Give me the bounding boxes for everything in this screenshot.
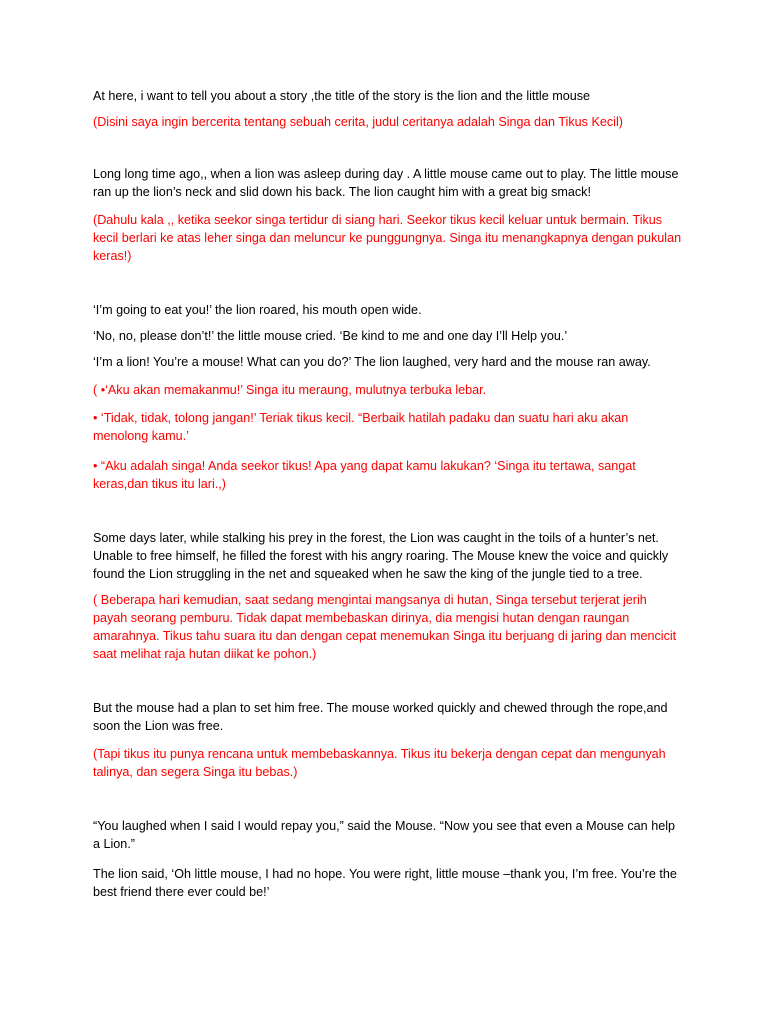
story-translation-2: ( Beberapa hari kemudian, saat sedang mengintai mangsanya di hutan, Singa tersebut terjerat jerih payah seorang pemburu. Tidak dapat membebaskan dirinya, dia mengisi hutan dengan raungan amarahnya. Tikus tahu suara itu dan dengan cepat menemukan Singa itu berjuang di jaring dan mencicit saat melihat raja hutan diikat ke pohon.) bbox=[93, 593, 677, 661]
dialog-translation-3: • “Aku adalah singa! Anda seekor tikus! Apa yang dapat kamu lakukan? ‘Singa itu tertawa, sangat keras,dan tikus itu lari.,) bbox=[93, 459, 636, 491]
dialog-translation-2: • ‘Tidak, tidak, tolong jangan!’ Teriak tikus kecil. “Berbaik hatilah padaku dan suatu hari aku akan menolong kamu.’ bbox=[93, 411, 629, 443]
story-paragraph-4: “You laughed when I said I would repay you,” said the Mouse. “Now you see that even a Mouse can help a Lion.” bbox=[93, 819, 675, 851]
story-translation-3: (Tapi tikus itu punya rencana untuk membebaskannya. Tikus itu bekerja dengan cepat dan mengunyah talinya, dan segera Singa itu bebas.) bbox=[93, 747, 666, 779]
story-paragraph-2: Some days later, while stalking his prey in the forest, the Lion was caught in the toils of a hunter’s net. Unable to free himself, he filled the forest with his angry roaring. The Mouse knew the voice and quickly found the Lion struggling in the net and squeaked when he saw the king of the jungle tied to a tree. bbox=[93, 531, 669, 581]
dialog-line-3: ‘I’m a lion! You’re a mouse! What can you do?’ The lion laughed, very hard and the mouse ran away. bbox=[93, 355, 651, 369]
intro-paragraph: At here, i want to tell you about a story ,the title of the story is the lion and the little mouse bbox=[93, 89, 591, 103]
dialog-line-1: ‘I’m going to eat you!’ the lion roared, his mouth open wide. bbox=[93, 303, 422, 317]
story-translation-1: (Dahulu kala ,, ketika seekor singa tertidur di siang hari. Seekor tikus kecil keluar untuk bermain. Tikus kecil berlari ke atas leher singa dan meluncur ke punggungnya. Singa itu menangkapnya dengan pukulan keras!) bbox=[93, 213, 682, 263]
dialog-translation-1: ( •‘Aku akan memakanmu!’ Singa itu meraung, mulutnya terbuka lebar. bbox=[93, 383, 487, 397]
story-paragraph-3: But the mouse had a plan to set him free. The mouse worked quickly and chewed through the rope,and soon the Lion was free. bbox=[93, 701, 668, 733]
story-document bbox=[93, 87, 683, 901]
story-paragraph-1: Long long time ago,, when a lion was asleep during day . A little mouse came out to play. The little mouse ran up the lion’s neck and slid down his back. The lion caught him with a great big smack! bbox=[93, 167, 679, 199]
dialog-line-2: ‘No, no, please don’t!’ the little mouse cried. ‘Be kind to me and one day I’ll Help you.’ bbox=[93, 329, 568, 343]
story-paragraph-5: The lion said, ‘Oh little mouse, I had no hope. You were right, little mouse –thank you, I’m free. You’re the best friend there ever could be!’ bbox=[93, 867, 677, 899]
intro-translation: (Disini saya ingin bercerita tentang sebuah cerita, judul ceritanya adalah Singa dan Tikus Kecil) bbox=[93, 115, 623, 129]
